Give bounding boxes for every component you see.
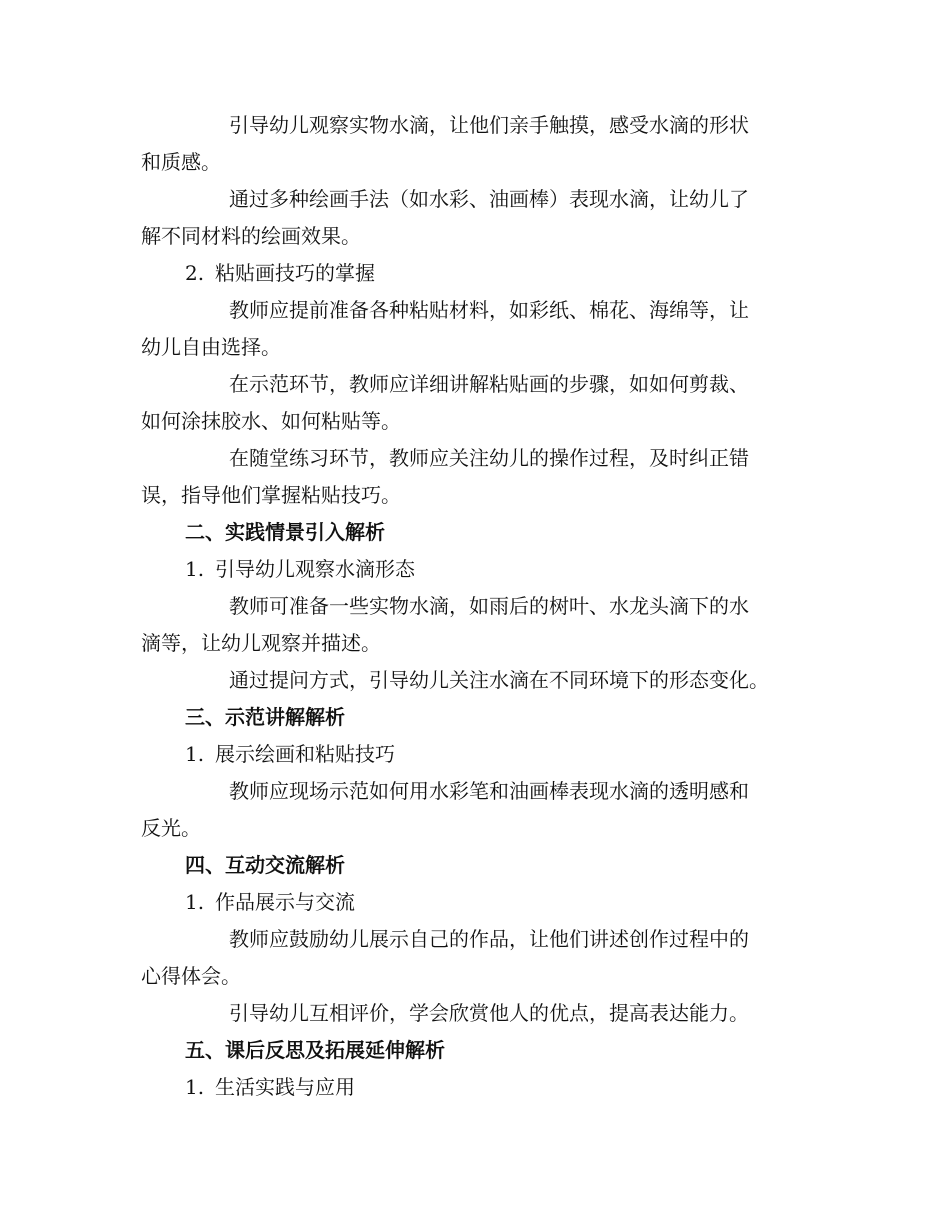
subheading (141, 551, 820, 588)
paragraph-line: 在随堂练习环节，教师应关注幼儿的操作过程，及时纠正错 (229, 446, 749, 470)
subheading-text: 引导幼儿观察水滴形态 (215, 557, 415, 581)
subheading (141, 736, 820, 773)
paragraph-continuation: 滴等，让幼儿观察并描述。 (141, 631, 381, 655)
paragraph-continuation: 如何涂抹胶水、如何粘贴等。 (141, 409, 401, 433)
section-heading: 四、互动交流解析 (185, 853, 345, 877)
subheading (141, 884, 820, 921)
paragraph-line: 通过提问方式，引导幼儿关注水滴在不同环境下的形态变化。 (229, 668, 769, 692)
subheading-text: 粘贴画技巧的掌握 (215, 261, 375, 285)
paragraph-line: 教师应提前准备各种粘贴材料，如彩纸、棉花、海绵等，让 (229, 298, 749, 322)
subheading (141, 255, 820, 292)
paragraph-line: 教师应鼓励幼儿展示自己的作品，让他们讲述创作过程中的 (229, 927, 749, 951)
paragraph-continuation: 和质感。 (141, 150, 221, 174)
subheading-number: 1. (185, 742, 205, 766)
paragraph-line: 引导幼儿互相评价，学会欣赏他人的优点，提高表达能力。 (229, 1001, 749, 1025)
subheading-number: 1. (185, 557, 205, 581)
paragraph-continuation: 解不同材料的绘画效果。 (141, 224, 361, 248)
subheading (141, 1069, 820, 1106)
section-heading: 二、实践情景引入解析 (185, 520, 385, 544)
section-heading: 五、课后反思及拓展延伸解析 (185, 1038, 445, 1062)
subheading-number: 2. (185, 261, 205, 285)
paragraph-continuation: 幼儿自由选择。 (141, 335, 281, 359)
subheading-number: 1. (185, 1075, 205, 1099)
section-heading: 三、示范讲解解析 (185, 705, 345, 729)
paragraph-continuation: 误，指导他们掌握粘贴技巧。 (141, 483, 401, 507)
subheading-number: 1. (185, 890, 205, 914)
paragraph-line: 通过多种绘画手法（如水彩、油画棒）表现水滴，让幼儿了 (229, 187, 749, 211)
paragraph-line: 教师应现场示范如何用水彩笔和油画棒表现水滴的透明感和 (229, 779, 749, 803)
paragraph-continuation: 心得体会。 (141, 964, 241, 988)
subheading-text: 作品展示与交流 (215, 890, 355, 914)
paragraph-line: 在示范环节，教师应详细讲解粘贴画的步骤，如如何剪裁、 (229, 372, 749, 396)
paragraph-line: 引导幼儿观察实物水滴，让他们亲手触摸，感受水滴的形状 (229, 113, 749, 137)
paragraph-continuation: 反光。 (141, 816, 201, 840)
paragraph-line: 教师可准备一些实物水滴，如雨后的树叶、水龙头滴下的水 (229, 594, 749, 618)
subheading-text: 展示绘画和粘贴技巧 (215, 742, 395, 766)
subheading-text: 生活实践与应用 (215, 1075, 355, 1099)
